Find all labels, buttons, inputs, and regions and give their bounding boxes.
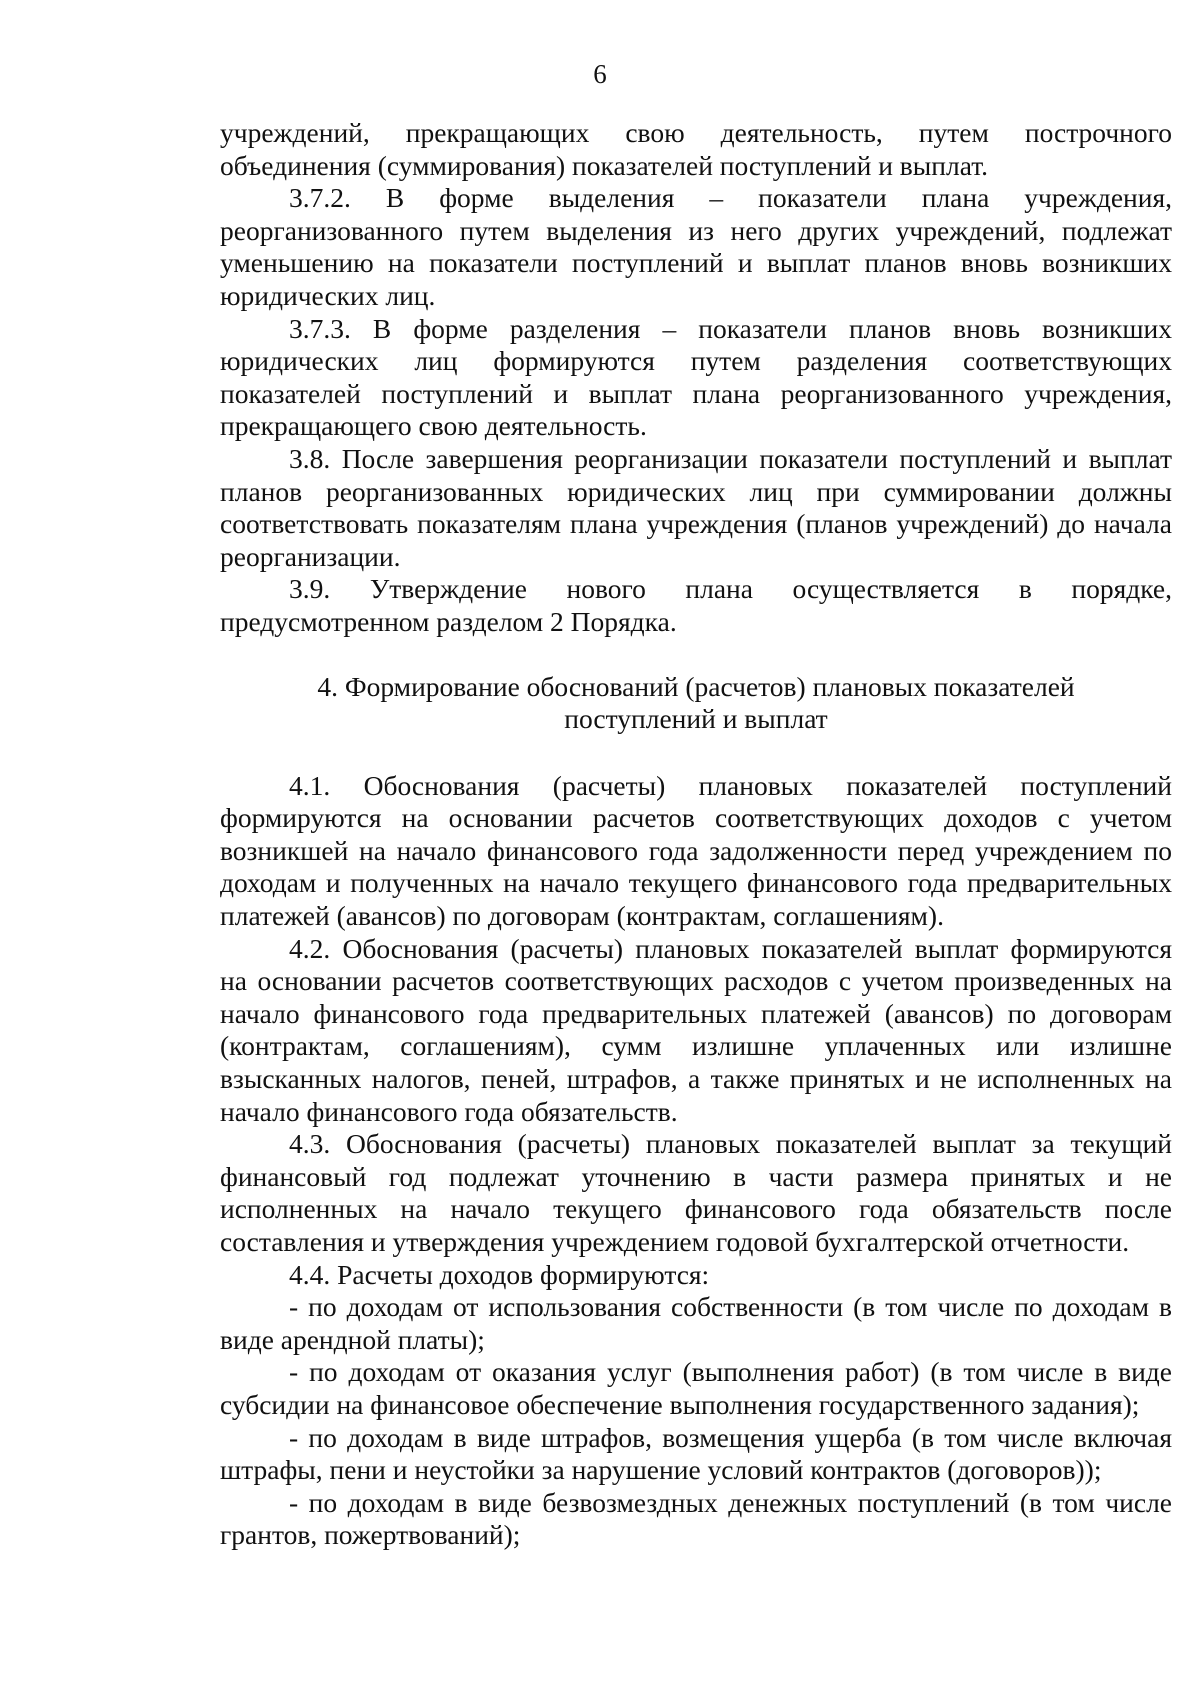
list-item-property-income: - по доходам от использования собственности (в том числе по доходам в виде арендной платы); [220,1291,1172,1355]
paragraph-4-4: 4.4. Расчеты доходов формируются: [289,1258,710,1290]
paragraph-3-7-2: 3.7.2. В форме выделения – показатели плана учреждения, реорганизованного путем выделения из него других учреждений, подлежат уменьшению на показатели поступлений и выплат планов вновь возникших юридических лиц. [220,182,1172,311]
section-heading-line-1: 4. Формирование обоснований (расчетов) плановых показателей [317,670,1075,702]
paragraph-continuation: учреждений, прекращающих свою деятельность, путем построчного объединения (суммирования) показателей поступлений и выплат. [220,117,1172,181]
paragraph-3-7-3: 3.7.3. В форме разделения – показатели планов вновь возникших юридических лиц формируются путем разделения соответствующих показателей поступлений и выплат плана реорганизованного учреждения, прекращающего свою деятельность. [220,312,1172,442]
paragraph-4-3: 4.3. Обоснования (расчеты) плановых показателей выплат за текущий финансовый год подлежат уточнению в части размера принятых и не исполненных на начало текущего финансового года обязательств после составления и утверждения учреждением годовой бухгалтерской отчетности. [220,1128,1172,1257]
list-item-grants-income: - по доходам в виде безвозмездных денежных поступлений (в том числе грантов, пожертвований); [220,1486,1172,1551]
list-item-services-income: - по доходам от оказания услуг (выполнения работ) (в том числе в виде субсидии на финансовое обеспечение выполнения государственного задания); [220,1356,1172,1420]
paragraph-3-9: 3.9. Утверждение нового плана осуществляется в порядке, предусмотренном разделом 2 Порядка. [220,573,1172,637]
paragraph-4-2: 4.2. Обоснования (расчеты) плановых показателей выплат формируются на основании расчетов соответствующих расходов с учетом произведенных на начало финансового года предварительных платежей (авансов) по договорам (контрактам, соглашениям), сумм излишне уплаченных или излишне взысканных налогов, пеней, штрафов, а также принятых и не исполненных на начало финансового года обязательств. [220,932,1172,1127]
section-heading-4 [220,671,1172,736]
paragraph-3-8: 3.8. После завершения реорганизации показатели поступлений и выплат планов реорганизованных юридических лиц при суммировании должны соответствовать показателям плана учреждения (планов учреждений) до начала реорганизации. [220,442,1172,572]
paragraph-4-1: 4.1. Обоснования (расчеты) плановых показателей поступлений формируются на основании расчетов соответствующих доходов с учетом возникшей на начало финансового года задолженности перед учреждением по доходам и полученных на начало текущего финансового года предварительных платежей (авансов) по договорам (контрактам, соглашениям). [220,769,1172,932]
page-number: 6 [593,59,607,89]
section-heading-line-2: поступлений и выплат [564,703,828,735]
list-item-fines-income: - по доходам в виде штрафов, возмещения ущерба (в том числе включая штрафы, пени и неустойки за нарушение условий контрактов (договоров)); [220,1421,1172,1486]
document-body [220,117,1172,1552]
